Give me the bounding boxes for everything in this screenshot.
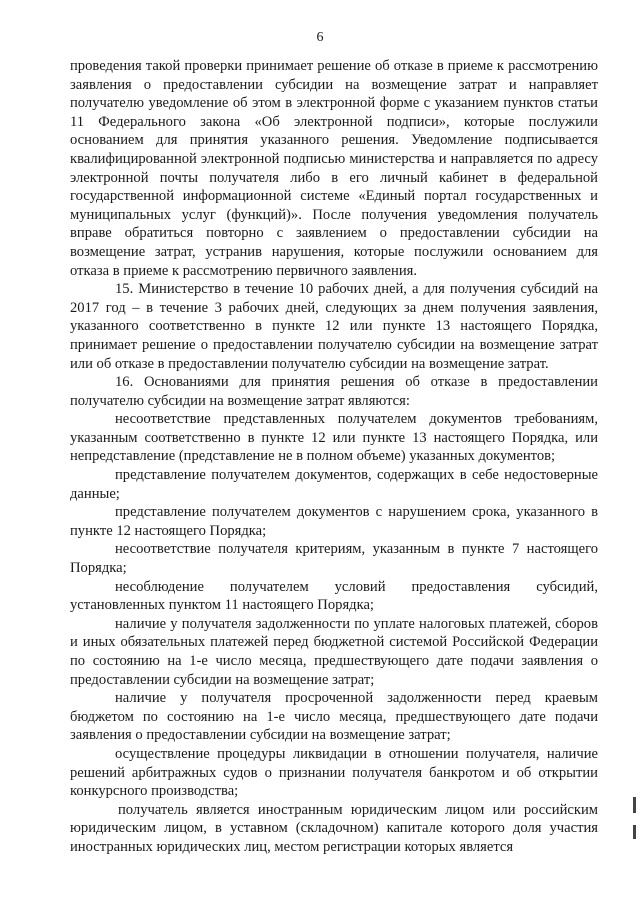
list-item: несоответствие представленных получателем документов требованиям, указанным соответственно в пункте 12 или пункте 13 настоящего Порядка, или непредставление (представление не в полном объеме) указанных документов; (70, 411, 598, 465)
list-item: наличие у получателя задолженности по уплате налоговых платежей, сборов и иных обязательных платежей перед бюджетной системой Российской Федерации по состоянию на 1-е число месяца, предшествующего дате подачи заявления о предоставлении субсидии на возмещение затрат; (70, 615, 598, 688)
scan-edge-mark (633, 825, 636, 839)
scan-edge-mark (633, 797, 636, 813)
document-body (70, 57, 598, 857)
page-number: 6 (316, 30, 324, 45)
paragraph-continuation: проведения такой проверки принимает решение об отказе в приеме к рассмотрению заявления о предоставлении субсидии на возмещение затрат и направляет получателю уведомление об этом в электронной форме с указанием пунктов статьи 11 Федерального закона «Об электронной подписи», которые послужили основанием для принятия указанного решения. Уведомление подписывается квалифицированной электронной подписью министерства и направляется по адресу электронной почты получателя либо в его личный кабинет в федеральной государственной информационной системе «Единый портал государственных и муниципальных услуг (функций)». После получения уведомления получатель вправе обратиться повторно с заявлением о предоставлении субсидии на возмещение затрат, устранив нарушения, которые послужили основанием для отказа в приеме к рассмотрению первичного заявления. (70, 58, 598, 279)
paragraph-item-15: 15. Министерство в течение 10 рабочих дней, а для получения субсидий на 2017 год – в течение 3 рабочих дней, следующих за днем получения заявления, указанного соответственно в пункте 12 или пункте 13 настоящего Порядка, принимает решение о предоставлении получателю субсидии на возмещение затрат или об отказе в предоставлении получателю субсидии на возмещение затрат. (70, 281, 598, 372)
list-item: представление получателем документов, содержащих в себе недостоверные данные; (70, 467, 598, 502)
list-item: наличие у получателя просроченной задолженности перед краевым бюджетом по состоянию на 1-е число месяца, предшествующего дате подачи заявления о предоставлении субсидии на возмещение затрат; (70, 690, 598, 744)
list-item: осуществление процедуры ликвидации в отношении получателя, наличие решений арбитражных судов о признании получателя банкротом и об открытии конкурсного производства; (70, 745, 598, 800)
list-item: представление получателем документов с нарушением срока, указанного в пункте 12 настоящего Порядка; (70, 504, 598, 539)
list-item: несоответствие получателя критериям, указанным в пункте 7 настоящего Порядка; (70, 541, 598, 577)
list-item: получатель является иностранным юридическим лицом или российским юридическим лицом, в уставном (складочном) капитале которого доля участия иностранных юридических лиц, местом регистрации которых является (70, 801, 598, 855)
paragraph-item-16: 16. Основаниями для принятия решения об отказе в предоставлении получателю субсидии на возмещение затрат являются: (70, 374, 598, 409)
list-item: несоблюдение получателем условий предоставления субсидий, установленных пунктом 11 настоящего Порядка; (70, 578, 598, 614)
